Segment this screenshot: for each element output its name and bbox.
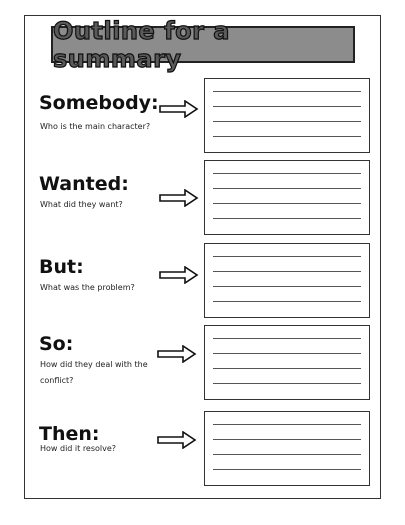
section-question: Who is the main character?	[40, 122, 151, 131]
title-banner	[51, 16, 355, 73]
writing-line	[213, 136, 361, 137]
section-label: Then:	[39, 423, 100, 445]
writing-line	[213, 121, 361, 122]
writing-line	[213, 439, 361, 440]
answer-box[interactable]	[204, 411, 370, 486]
answer-box[interactable]	[204, 325, 370, 400]
section-label: But:	[39, 256, 84, 278]
section-label: So:	[39, 333, 74, 355]
writing-line	[213, 218, 361, 219]
writing-line	[213, 338, 361, 339]
right-arrow-icon	[157, 345, 197, 363]
writing-line	[213, 286, 361, 287]
section-question: How did it resolve?	[40, 444, 117, 453]
writing-line	[213, 91, 361, 92]
section-label: Wanted:	[39, 173, 129, 195]
answer-box[interactable]	[204, 78, 370, 153]
writing-line	[213, 203, 361, 204]
writing-line	[213, 188, 361, 189]
writing-line	[213, 256, 361, 257]
writing-line	[213, 301, 361, 302]
page-title: Outline for a summary	[53, 16, 230, 73]
right-arrow-icon	[159, 189, 199, 207]
writing-line	[213, 424, 361, 425]
writing-line	[213, 469, 361, 470]
section-question: How did they deal with the conflict?	[40, 360, 148, 385]
writing-line	[213, 383, 361, 384]
answer-box[interactable]	[204, 160, 370, 235]
section-question: What did they want?	[40, 200, 123, 209]
writing-line	[213, 454, 361, 455]
worksheet-page	[24, 15, 381, 499]
section-question: What was the problem?	[40, 283, 135, 292]
writing-line	[213, 368, 361, 369]
writing-line	[213, 353, 361, 354]
answer-box[interactable]	[204, 243, 370, 318]
section-label: Somebody:	[39, 92, 159, 114]
writing-line	[213, 173, 361, 174]
writing-line	[213, 106, 361, 107]
writing-line	[213, 271, 361, 272]
right-arrow-icon	[159, 100, 199, 118]
right-arrow-icon	[157, 431, 197, 449]
right-arrow-icon	[159, 266, 199, 284]
